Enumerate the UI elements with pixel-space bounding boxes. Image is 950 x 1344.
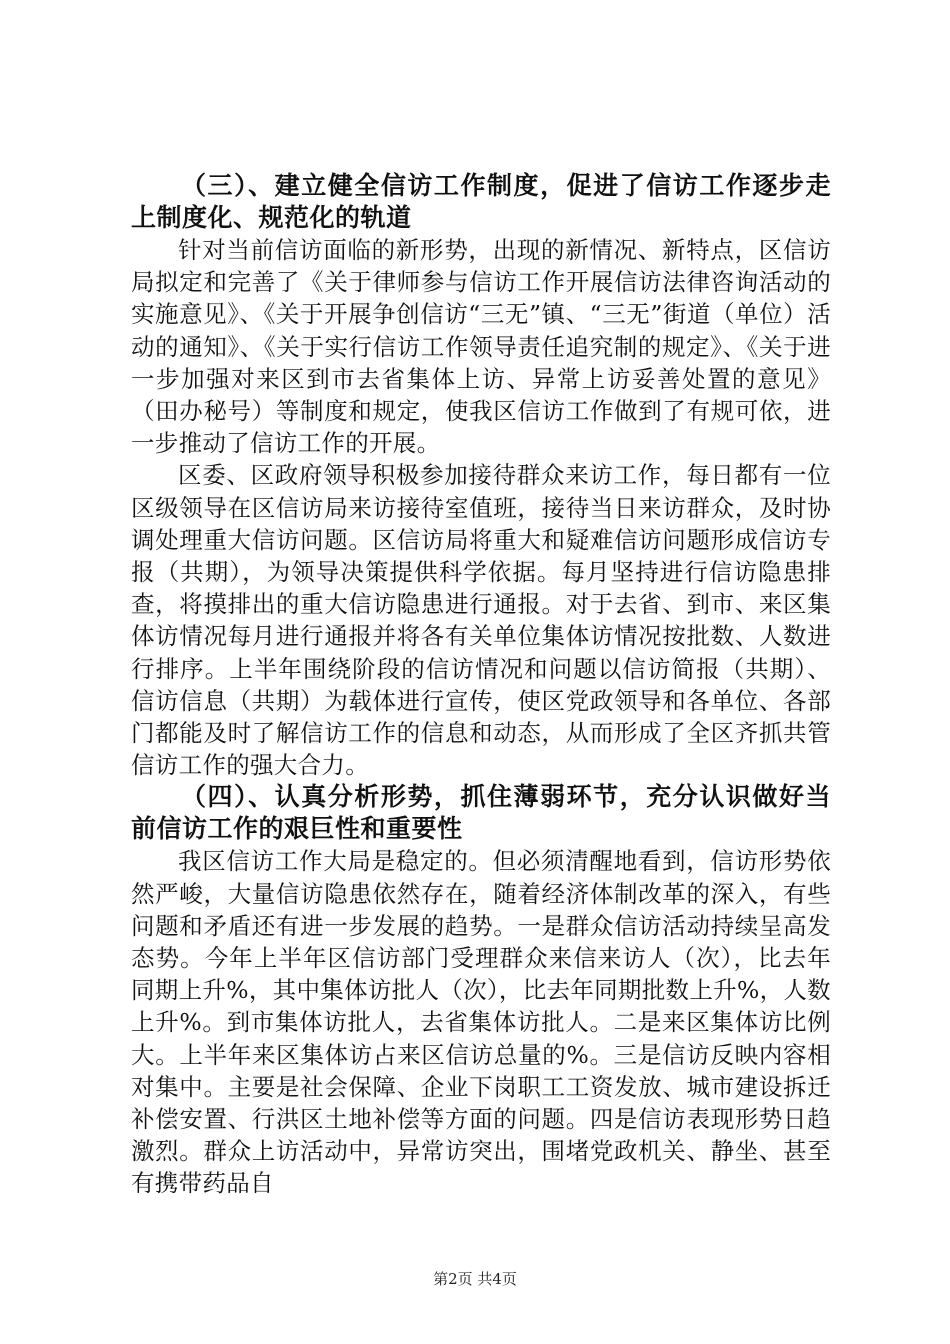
page-footer xyxy=(0,1268,950,1289)
section-3-paragraph-1: 针对当前信访面临的新形势，出现的新情况、新特点，区信访局拟定和完善了《关于律师参与信访工作开展信访法律咨询活动的实施意见》、《关于开展争创信访“三无”镇、“三无”街道（单位）活动的通知》、《关于实行信访工作领导责任追究制的规定》、《关于进一步加强对来区到市去省集体上访、异常上访妥善处置的意见》（田办秘号）等制度和规定，使我区信访工作做到了有规可依，进一步推动了信访工作的开展。 xyxy=(131,236,831,458)
section-3-paragraph-2: 区委、区政府领导积极参加接待群众来访工作，每日都有一位区级领导在区信访局来访接待室值班，接待当日来访群众，及时协调处理重大信访问题。区信访局将重大和疑难信访问题形成信访专报（共期），为领导决策提供科学依据。每月坚持进行信访隐患排查，将摸排出的重大信访隐患进行通报。对于去省、到市、来区集体访情况每月进行通报并将各有关单位集体访情况按批数、人数进行排序。上半年围绕阶段的信访情况和问题以信访简报（共期）、信访信息（共期）为载体进行宣传，使区党政领导和各单位、各部门都能及时了解信访工作的信息和动态，从而形成了全区齐抓共管信访工作的强大合力。 xyxy=(131,461,831,780)
page-number-label: 第2页 共4页 xyxy=(433,1270,517,1288)
section-4-heading: （四）、认真分析形势，抓住薄弱环节，充分认识做好当前信访工作的艰巨性和重要性 xyxy=(131,782,831,844)
section-3-heading: （三）、建立健全信访工作制度，促进了信访工作逐步走上制度化、规范化的轨道 xyxy=(131,171,831,232)
document-body xyxy=(131,170,831,1200)
section-4-paragraph-1: 我区信访工作大局是稳定的。但必须清醒地看到，信访形势依然严峻，大量信访隐患依然存在，随着经济体制改革的深入，有些问题和矛盾还有进一步发展的趋势。一是群众信访活动持续呈高发态势。今年上半年区信访部门受理群众来信来访人（次），比去年同期上升%，其中集体访批人（次），比去年同期批数上升%，人数上升%。到市集体访批人，去省集体访批人。二是来区集体访比例大。上半年来区集体访占来区信访总量的%。三是信访反映内容相对集中。主要是社会保障、企业下岗职工工资发放、城市建设拆迁补偿安置、行洪区土地补偿等方面的问题。四是信访表现形势日趋激烈。群众上访活动中，异常访突出，围堵党政机关、静坐、甚至有携带药品自 xyxy=(131,847,831,1198)
